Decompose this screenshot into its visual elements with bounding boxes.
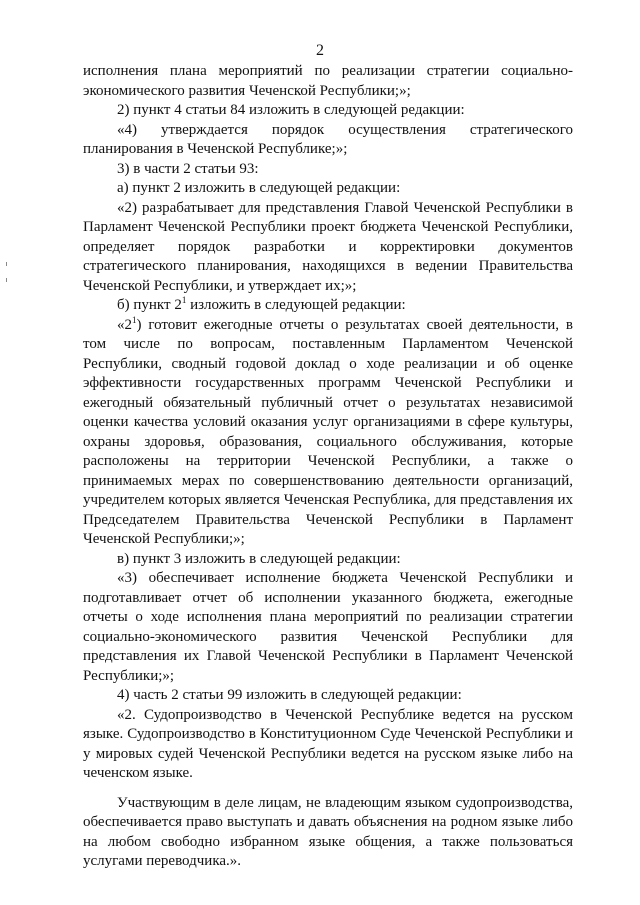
paragraph-quote-2-1-end: ) готовит ежегодные отчеты о результатах своей деятельности, в том числе по вопросам, поставленным Парламентом Чеченской Республики, сводный годовой доклад о ходе реализации и об оценке эффективности государственных программ Чеченской Республики и ежегодный обязательный публичный отчет о результатах независимой оценки качества условий оказания услуг организациями в сфере культуры, охраны здоровья, образования, социального обслуживания, которые расположены на территории Чеченской Республики, а также о принимаемых мерах по совершенствованию деятельности организаций, учредителем которых является Чеченская Республика, для представления их Председателем Правительства Чеченской Республики в Парламент Чеченской Республики;»; (83, 316, 573, 547)
scan-margin-mark (6, 262, 7, 266)
paragraph-item-4: 4) часть 2 статьи 99 изложить в следующей редакции: (117, 687, 462, 703)
paragraph-subitem-b (83, 296, 573, 316)
paragraph-quote-3: «3) обеспечивает исполнение бюджета Чеченской Республики и подготавливает отчет об исполнении указанного бюджета, ежегодные отчеты о ходе исполнения плана мероприятий по реализации стратегии социально-экономического развития Чеченской Республики для представления их Главой Чеченской Республики в Парламент Чеченской Республики;»; (83, 570, 573, 684)
paragraph-subitem-b-start: б) пункт 2 (117, 297, 182, 313)
paragraph-subitem-b-end: изложить в следующей редакции: (186, 297, 406, 313)
scan-margin-mark (6, 278, 7, 282)
paragraph-subitem-a: а) пункт 2 изложить в следующей редакции: (117, 180, 401, 196)
paragraph-quote-4: «4) утверждается порядок осуществления стратегического планирования в Чеченской Республике;»; (83, 121, 573, 157)
paragraph-item-3: 3) в части 2 статьи 93: (117, 160, 259, 177)
document-body (83, 62, 573, 872)
paragraph-item-2: 2) пункт 4 статьи 84 изложить в следующей редакции: (117, 102, 465, 118)
superscript-number: 1 (132, 314, 137, 325)
superscript-number: 1 (181, 295, 187, 305)
paragraph-continuation: исполнения плана мероприятий по реализации стратегии социально-экономического развития Чеченской Республики;»; (83, 63, 573, 99)
paragraph-subitem-v: в) пункт 3 изложить в следующей редакции: (117, 550, 401, 567)
paragraph-quote-2-1 (83, 316, 573, 550)
paragraph-quote-2-1-start: «2 (117, 316, 132, 333)
paragraph-quote-part-2: «2. Судопроизводство в Чеченской Республике ведется на русском языке. Судопроизводство в Конституционном Суде Чеченской Республики и у мировых судей Чеченской Республики ведется на русском языке либо на чеченском языке. (83, 706, 573, 781)
paragraph-participants: Участвующим в деле лицам, не владеющим языком судопроизводства, обеспечивается право выступать и давать объяснения на родном языке либо на любом свободно избранном языке общения, а также пользоваться услугами переводчика.». (83, 794, 573, 869)
page-number: 2 (316, 42, 324, 59)
paragraph-quote-2: «2) разрабатывает для представления Главой Чеченской Республики в Парламент Чеченской Республики проект бюджета Чеченской Республики, определяет порядок разработки и корректировки документов стратегического планирования, находящихся в ведении Правительства Чеченской Республики, и утверждает их;»; (83, 199, 573, 294)
